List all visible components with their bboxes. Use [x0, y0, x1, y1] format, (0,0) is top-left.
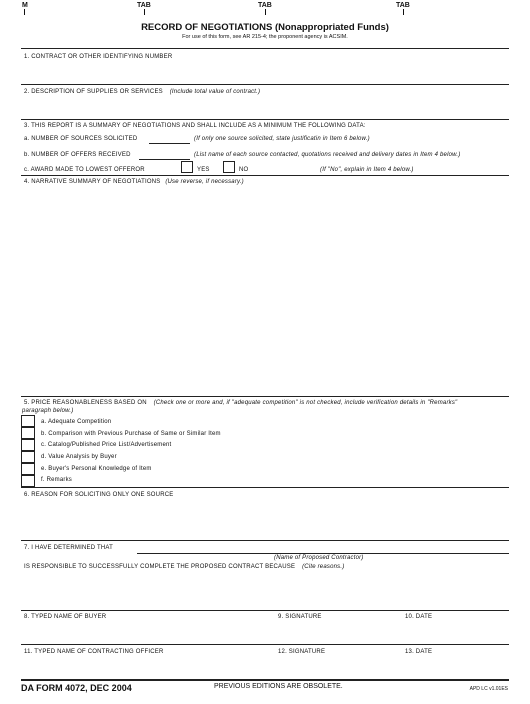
item-7-name-note: (Name of Proposed Contractor) [274, 555, 364, 561]
item-5b-checkbox[interactable] [21, 427, 35, 439]
divider [21, 175, 509, 176]
item-7-label: 7. I HAVE DETERMINED THAT [24, 545, 114, 551]
divider [21, 119, 509, 120]
item-5-text: 5. PRICE REASONABLENESS BASED ON [24, 400, 147, 406]
item-1-label: 1. CONTRACT OR OTHER IDENTIFYING NUMBER [24, 54, 173, 60]
item-3c-label: c. AWARD MADE TO LOWEST OFFEROR [24, 167, 145, 173]
item-3a-note: (If only one source solicited, state justificatin in Item 6 below.) [194, 136, 370, 142]
item-5b-label: b. Comparison with Previous Purchase of Same or Similar Item [41, 431, 221, 437]
item-7-contractor-field[interactable] [137, 553, 509, 554]
divider [21, 644, 509, 645]
obsolete-notice: PREVIOUS EDITIONS ARE OBSOLETE. [214, 683, 343, 690]
item-4-field[interactable] [21, 188, 509, 394]
officer-name-field[interactable] [21, 657, 271, 677]
tab-tick-2 [265, 9, 266, 15]
tab-mark-m: M [22, 2, 28, 9]
item-4-label [24, 179, 244, 185]
item-3b-label: b. NUMBER OF OFFERS RECEIVED [24, 152, 131, 158]
item-2-label [24, 89, 260, 95]
buyer-signature-field[interactable] [276, 622, 400, 642]
item-3b-note: (List name of each source contacted, quotations received and delivery dates in Item 4 below.) [194, 152, 461, 158]
divider [21, 540, 509, 541]
tab-mark-2: TAB [258, 2, 272, 9]
item-5d-label: d. Value Analysis by Buyer [41, 454, 117, 460]
tab-tick-3 [403, 9, 404, 15]
item-11-label: 11. TYPED NAME OF CONTRACTING OFFICER [24, 649, 164, 655]
item-3b-field[interactable] [139, 159, 190, 160]
form-title: RECORD OF NEGOTIATIONS (Nonappropriated Funds) [141, 22, 389, 33]
divider [21, 610, 509, 611]
officer-date-field[interactable] [403, 657, 509, 677]
item-10-label: 10. DATE [405, 614, 433, 620]
buyer-name-field[interactable] [21, 622, 271, 642]
tab-tick-m [24, 9, 25, 15]
item-3a-label: a. NUMBER OF SOURCES SOLICITED [24, 136, 138, 142]
divider [21, 679, 509, 681]
item-2-note: (Include total value of contract.) [169, 89, 261, 95]
item-5f-label: f. Remarks [41, 477, 73, 483]
item-3c-note: (If "No", explain in Item 4 below.) [320, 167, 414, 173]
item-3c-no-label: NO [239, 167, 249, 173]
tab-tick-1 [144, 9, 145, 15]
item-1-field[interactable] [21, 62, 509, 82]
tab-mark-3: TAB [396, 2, 410, 9]
item-5-note: (Check one or more and, if "adequate competition" is not checked, include verification details in "Remarks" [153, 400, 458, 406]
item-3c-yes-checkbox[interactable] [181, 161, 193, 173]
item-2-text: 2. DESCRIPTION OF SUPPLIES OR SERVICES [24, 89, 163, 95]
item-7b-note: (Cite reasons.) [302, 564, 345, 570]
item-5e-checkbox[interactable] [21, 463, 35, 475]
item-5-label [24, 400, 457, 406]
item-8-label: 8. TYPED NAME OF BUYER [24, 614, 107, 620]
item-9-label: 9. SIGNATURE [278, 614, 322, 620]
item-5e-label: e. Buyer's Personal Knowledge of Item [41, 466, 152, 472]
item-7b-label [24, 564, 344, 570]
divider [21, 48, 509, 49]
item-3c-yes-label: YES [197, 167, 210, 173]
item-5c-label: c. Catalog/Published Price List/Advertisement [41, 442, 172, 448]
item-4-text: 4. NARRATIVE SUMMARY OF NEGOTIATIONS [24, 179, 161, 185]
item-3c-no-checkbox[interactable] [223, 161, 235, 173]
tab-mark-1: TAB [137, 2, 151, 9]
item-3-label: 3. THIS REPORT IS A SUMMARY OF NEGOTIATIONS AND SHALL INCLUDE AS A MINIMUM THE FOLLOWING DATA: [24, 123, 366, 129]
item-5a-checkbox[interactable] [21, 415, 35, 427]
divider [21, 84, 509, 85]
item-5a-label: a. Adequate Competition [41, 419, 112, 425]
item-7-reasons-field[interactable] [21, 572, 509, 608]
form-version: APD LC v1.01ES [469, 686, 508, 692]
form-subtitle: For use of this form, see AR 215-4; the proponent agency is ACSIM. [182, 34, 348, 40]
item-4-note: (Use reverse, if necessary.) [165, 179, 244, 185]
item-12-label: 12. SIGNATURE [278, 649, 326, 655]
item-13-label: 13. DATE [405, 649, 433, 655]
officer-signature-field[interactable] [276, 657, 400, 677]
item-2-field[interactable] [21, 97, 509, 117]
divider [21, 396, 509, 397]
item-7b-text: IS RESPONSIBLE TO SUCCESSFULLY COMPLETE THE PROPOSED CONTRACT BECAUSE [24, 564, 296, 570]
buyer-date-field[interactable] [403, 622, 509, 642]
item-5f-checkbox[interactable] [21, 475, 35, 487]
item-3a-field[interactable] [149, 143, 190, 144]
item-5-note-cont: paragraph below.) [22, 408, 74, 414]
item-6-field[interactable] [21, 500, 509, 538]
item-5c-checkbox[interactable] [21, 439, 35, 451]
item-6-label: 6. REASON FOR SOLICITING ONLY ONE SOURCE [24, 492, 174, 498]
divider [21, 487, 509, 488]
form-id: DA FORM 4072, DEC 2004 [21, 683, 132, 693]
item-5d-checkbox[interactable] [21, 451, 35, 463]
